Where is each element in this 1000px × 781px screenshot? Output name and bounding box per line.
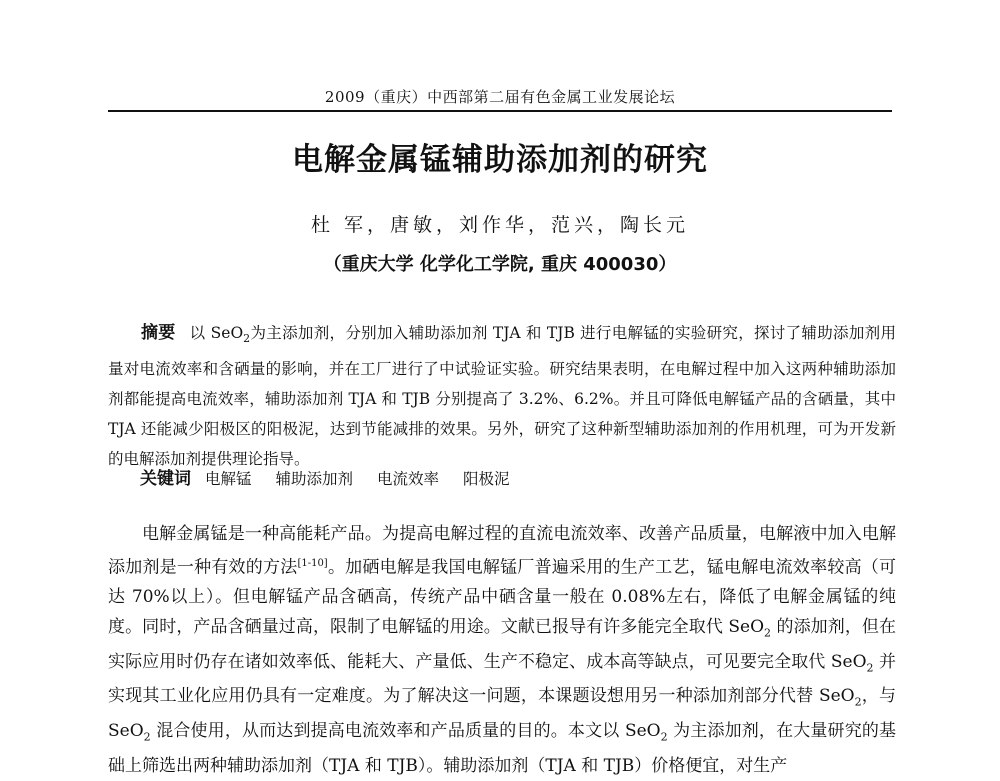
keyword-item: 辅助添加剂	[275, 470, 354, 488]
body-text-segment: 混合使用，从而达到提高电流效率和产品质量的目的。本文以 SeO	[150, 721, 661, 742]
keywords	[140, 464, 900, 489]
subscript: 2	[143, 730, 151, 744]
body-text-segment: 的添加剂，但在实际应用时仍存在诸如效率低、能耗大、产量低、生产不稳定、成本高等缺点，可见要完全取代 SeO	[108, 616, 896, 672]
header-rule	[108, 110, 892, 112]
body-text-segment: ，与 SeO	[108, 686, 897, 742]
author-list: 杜 军，唐敏，刘作华，范兴，陶长元	[310, 214, 690, 236]
abstract-text-pre: 以 SeO	[189, 324, 244, 342]
subscript: 2	[866, 661, 874, 675]
abstract	[108, 318, 896, 474]
subscript: 2	[660, 730, 668, 744]
paper-title: 电解金属锰辅助添加剂的研究	[292, 142, 708, 178]
abstract-label: 摘要	[141, 323, 176, 343]
conference-header: 2009（重庆）中西部第二届有色金属工业发展论坛	[324, 88, 676, 106]
keyword-item: 电解锰	[205, 470, 252, 488]
citation-ref: [1-10]	[297, 558, 328, 570]
abstract-text: 为主添加剂，分别加入辅助添加剂 TJA 和 TJB 进行电解锰的实验研究，探讨了辅助添加剂用量对电流效率和含硒量的影响，并在工厂进行了中试验证实验。研究结果表明，在电解过程中加入这两种辅助添加剂都能提高电流效率，辅助添加剂 TJA 和 TJB 分别提高了 3.2%、6.2%。并且可降低电解锰产品的含硒量，其中 TJA 还能减少阳极区的阳极泥，达到节能减排的效果。另外，研究了这种新型辅助添加剂的作用机理，可为开发新的电解添加剂提供理论指导。	[108, 324, 896, 469]
subscript: 2	[854, 695, 862, 709]
keywords-label: 关键词	[140, 469, 191, 489]
body-paragraph	[108, 520, 896, 781]
body-text-segment: 并实现其工业化应用仍具有一定难度。为了解决这一问题，本课题设想用另一种添加剂部分代替 SeO	[108, 651, 897, 707]
affiliation: （重庆大学 化学化工学院, 重庆 400030）	[323, 254, 677, 275]
body-text-segment: 电解金属锰是一种高能耗产品。为提高电解过程的直流电流效率、改善产品质量，电解液中加入电解添加剂是一种有效的方法	[108, 524, 896, 579]
abstract-subscript: 2	[243, 332, 251, 346]
subscript: 2	[764, 626, 772, 640]
body-text-segment: 为主添加剂，在大量研究的基础上筛选出两种辅助添加剂（TJA 和 TJB）。辅助添加剂（TJA 和 TJB）价格便宜，对生产	[108, 721, 897, 777]
body-text-segment: 。加硒电解是我国电解锰厂普遍采用的生产工艺，锰电解电流效率较高（可达 70%以上）。但电解锰产品含硒高，传统产品中硒含量一般在 0.08%左右，降低了电解金属锰的纯度。同时，产品含硒量过高，限制了电解锰的用途。文献已报导有许多能完全取代 SeO	[108, 558, 897, 637]
keyword-item: 电流效率	[377, 470, 440, 488]
keyword-item: 阳极泥	[463, 470, 510, 488]
